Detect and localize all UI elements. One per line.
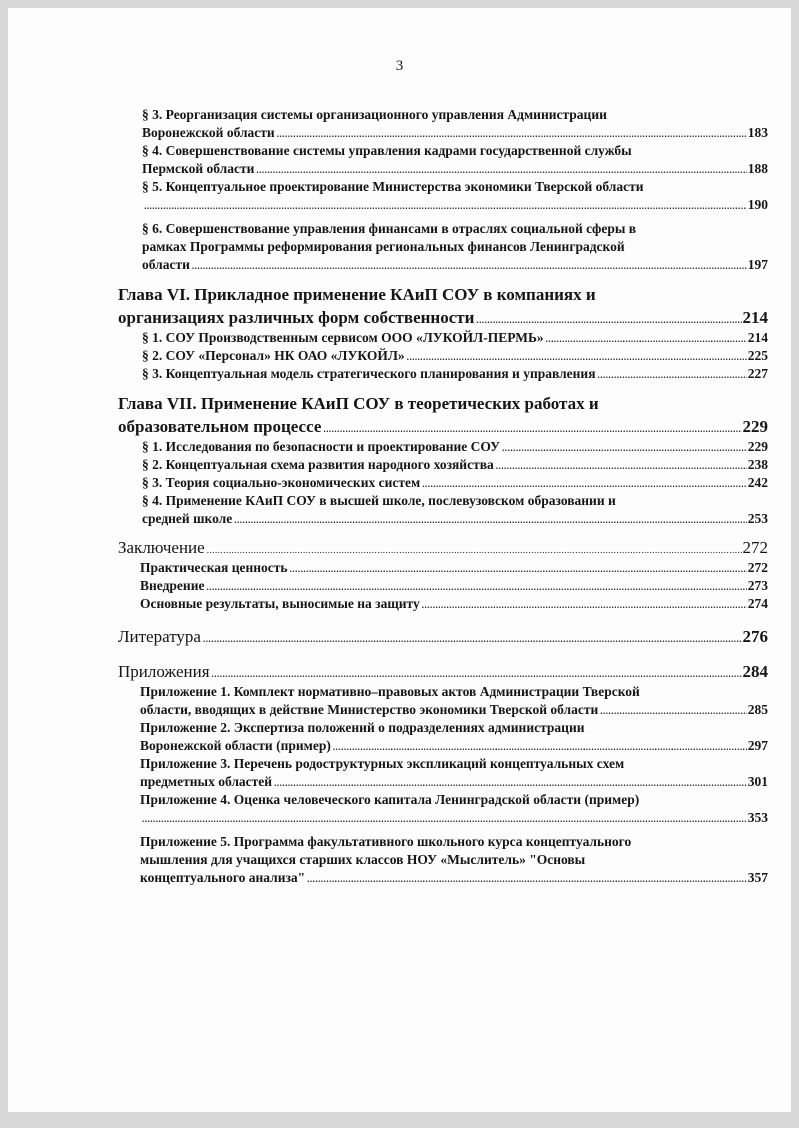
dot-leader [422, 480, 747, 489]
dot-leader [502, 444, 747, 453]
toc-leader-row [118, 306, 768, 329]
toc-literature-title: Литература [118, 627, 201, 646]
toc-leader-row [140, 809, 768, 827]
toc-page-number: 274 [747, 596, 768, 611]
dot-leader [207, 546, 742, 555]
toc-section-line: Практическая ценность [140, 560, 288, 575]
toc-leader-row [140, 701, 768, 719]
toc-chapter-title: Глава VII. Применение КАиП СОУ в теоретических работах и [118, 394, 599, 413]
toc-leader-row [142, 474, 768, 492]
dot-leader [600, 707, 746, 716]
toc-section-line: § 4. Совершенствование системы управления кадрами государственной службы [142, 143, 632, 158]
dot-leader [546, 335, 747, 344]
toc-section-line: § 2. Концептуальная схема развития народного хозяйства [142, 457, 494, 472]
dot-leader [323, 425, 741, 434]
toc-section [118, 329, 768, 383]
toc-section-line: области [142, 257, 190, 272]
toc-page-number: 214 [742, 308, 768, 327]
toc-page-number: 214 [747, 330, 768, 345]
toc-section-line: Приложение 4. Оценка человеческого капитала Ленинградской области (пример) [140, 792, 640, 807]
document-page [8, 8, 791, 1112]
toc-leader-row [142, 256, 768, 274]
dot-leader [234, 516, 747, 525]
toc-section-line: рамках Программы реформирования региональных финансов Ленинградской [142, 239, 625, 254]
dot-leader [598, 371, 747, 380]
dot-leader [274, 779, 747, 788]
toc-section [118, 178, 768, 214]
toc-leader-row [142, 438, 768, 456]
toc-page-number: 357 [747, 870, 768, 885]
table-of-contents [118, 106, 768, 887]
toc-leader-row [118, 660, 768, 683]
toc-leader-row [142, 347, 768, 365]
toc-section-line: Основные результаты, выносимые на защиту [140, 596, 420, 611]
toc-section [118, 559, 768, 613]
toc-section-line: § 2. СОУ «Персонал» НК ОАО «ЛУКОЙЛ» [142, 348, 405, 363]
toc-page-number: 225 [747, 348, 768, 363]
dot-leader [144, 202, 747, 211]
toc-chapter [118, 536, 768, 559]
toc-section-line: § 5. Концептуальное проектирование Министерства экономики Тверской области [142, 179, 644, 194]
toc-section-line: концептуального анализа" [140, 870, 306, 885]
toc-page-number: 197 [747, 257, 768, 272]
toc-page-number: 190 [747, 197, 768, 212]
toc-leader-row [140, 869, 768, 887]
toc-section [118, 438, 768, 528]
toc-chapter-title: организациях различных форм собственности [118, 308, 475, 327]
dot-leader [256, 166, 746, 175]
toc-section-line: предметных областей [140, 774, 273, 789]
toc-section [118, 220, 768, 274]
toc-page-number: 183 [747, 125, 768, 140]
dot-leader [476, 316, 741, 325]
toc-section-line: § 3. Теория социально-экономических систем [142, 475, 421, 490]
toc-section-line: Приложение 1. Комплект нормативно–правовых актов Администрации Тверской [140, 684, 640, 699]
toc-page-number: 229 [747, 439, 768, 454]
toc-chapter [118, 660, 768, 683]
toc-leader-row [118, 415, 768, 438]
toc-page-number: 227 [747, 366, 768, 381]
dot-leader [192, 262, 747, 271]
toc-leader-row [118, 536, 768, 559]
toc-page-number: 285 [747, 702, 768, 717]
toc-leader-row [142, 456, 768, 474]
dot-leader [496, 462, 747, 471]
toc-leader-row [140, 559, 768, 577]
dot-leader [307, 875, 747, 884]
toc-page-number: 229 [742, 417, 768, 436]
toc-page-number: 272 [747, 560, 768, 575]
toc-leader-row [142, 510, 768, 528]
toc-chapter [118, 625, 768, 648]
toc-page-number: 242 [747, 475, 768, 490]
toc-leader-row [140, 577, 768, 595]
toc-section-line: § 6. Совершенствование управления финансами в отраслях социальной сферы в [142, 221, 637, 236]
toc-chapter-title: Глава VI. Прикладное применение КАиП СОУ в компаниях и [118, 285, 596, 304]
toc-appendices-title: Приложения [118, 662, 210, 681]
toc-page-number: 273 [747, 578, 768, 593]
toc-leader-row [140, 595, 768, 613]
toc-leader-row [142, 365, 768, 383]
dot-leader [142, 815, 747, 824]
toc-chapter [118, 392, 768, 438]
toc-page-number: 353 [747, 810, 768, 825]
toc-page-number: 272 [742, 538, 768, 557]
toc-section-line: Воронежской области (пример) [140, 738, 331, 753]
dot-leader [203, 635, 742, 644]
toc-leader-row [142, 124, 768, 142]
toc-section-line: средней школе [142, 511, 233, 526]
dot-leader [407, 353, 747, 362]
toc-page-number: 238 [747, 457, 768, 472]
toc-page-number: 253 [747, 511, 768, 526]
toc-section-line: § 1. Исследования по безопасности и проектирование СОУ [142, 439, 501, 454]
toc-section-line: § 4. Применение КАиП СОУ в высшей школе, послевузовском образовании и [142, 493, 616, 508]
toc-section-line: Приложение 3. Перечень родоструктурных экспликаций концептуальных схем [140, 756, 625, 771]
toc-leader-row [142, 160, 768, 178]
toc-section [118, 683, 768, 887]
dot-leader [422, 601, 747, 610]
toc-chapter [118, 283, 768, 329]
toc-section [118, 106, 768, 142]
toc-section-line: Внедрение [140, 578, 205, 593]
toc-leader-row [140, 737, 768, 755]
toc-leader-row [142, 329, 768, 347]
toc-section-line: Пермской области [142, 161, 255, 176]
dot-leader [206, 583, 746, 592]
toc-section-line: мышления для учащихся старших классов НОУ «Мыслитель» "Основы [140, 852, 586, 867]
toc-section-line: области, вводящих в действие Министерство экономики Тверской области [140, 702, 599, 717]
toc-section-line: Приложение 2. Экспертиза положений о подразделениях администрации [140, 720, 585, 735]
dot-leader [277, 130, 747, 139]
dot-leader [333, 743, 747, 752]
toc-leader-row [118, 625, 768, 648]
toc-section-line: Воронежской области [142, 125, 275, 140]
toc-section-line: § 3. Реорганизация системы организационного управления Администрации [142, 107, 607, 122]
toc-conclusion-title: Заключение [118, 538, 205, 557]
toc-section [118, 142, 768, 178]
toc-leader-row [140, 773, 768, 791]
dot-leader [290, 565, 747, 574]
toc-leader-row [142, 196, 768, 214]
toc-chapter-title: образовательном процессе [118, 417, 322, 436]
toc-page-number: 297 [747, 738, 768, 753]
dot-leader [212, 670, 742, 679]
page-number: 3 [395, 58, 404, 74]
toc-section-line: Приложение 5. Программа факультативного школьного курса концептуального [140, 834, 632, 849]
toc-page-number: 284 [742, 662, 768, 681]
toc-section-line: § 1. СОУ Производственным сервисом ООО «ЛУКОЙЛ-ПЕРМЬ» [142, 330, 544, 345]
toc-page-number: 301 [747, 774, 768, 789]
toc-section-line: § 3. Концептуальная модель стратегического планирования и управления [142, 366, 596, 381]
toc-page-number: 276 [742, 627, 768, 646]
toc-page-number: 188 [747, 161, 768, 176]
